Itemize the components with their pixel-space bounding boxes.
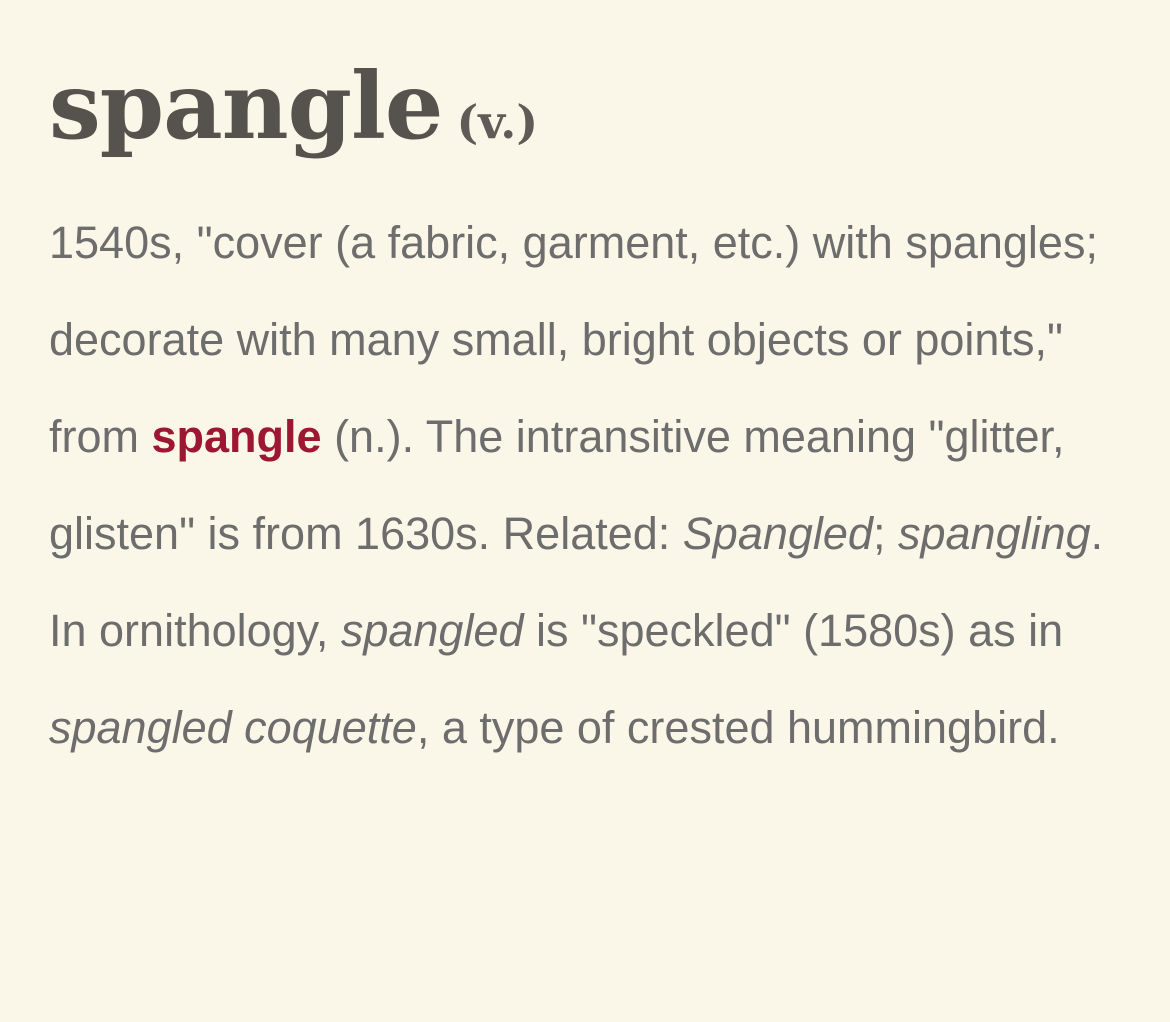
definition-text-run: ;: [872, 508, 898, 559]
italic-term: spangled coquette: [49, 702, 417, 753]
italic-term: spangled: [340, 605, 524, 656]
crossref-link-spangle-noun[interactable]: spangle: [151, 411, 322, 462]
definition-text-run: 1540s, "cover (a fabric, garment, etc.) with spangles; decorate with many small, bright objects or points," from: [49, 217, 1098, 462]
definition-text-run: is "speckled" (1580s) as in: [523, 605, 1064, 656]
definition-paragraph: [49, 194, 1120, 776]
part-of-speech-label: (v.): [456, 95, 539, 149]
definition-text-run: . In ornithology,: [49, 508, 1104, 656]
definition-text-run: (n.). The intransitive meaning "glitter, glisten" is from 1630s. Related:: [49, 411, 1065, 559]
headword: spangle: [49, 52, 443, 160]
italic-term: spangling: [897, 508, 1091, 559]
italic-term: Spangled: [682, 508, 873, 559]
definition-text-run: , a type of crested hummingbird.: [416, 702, 1060, 753]
entry-headline: [49, 52, 1120, 160]
